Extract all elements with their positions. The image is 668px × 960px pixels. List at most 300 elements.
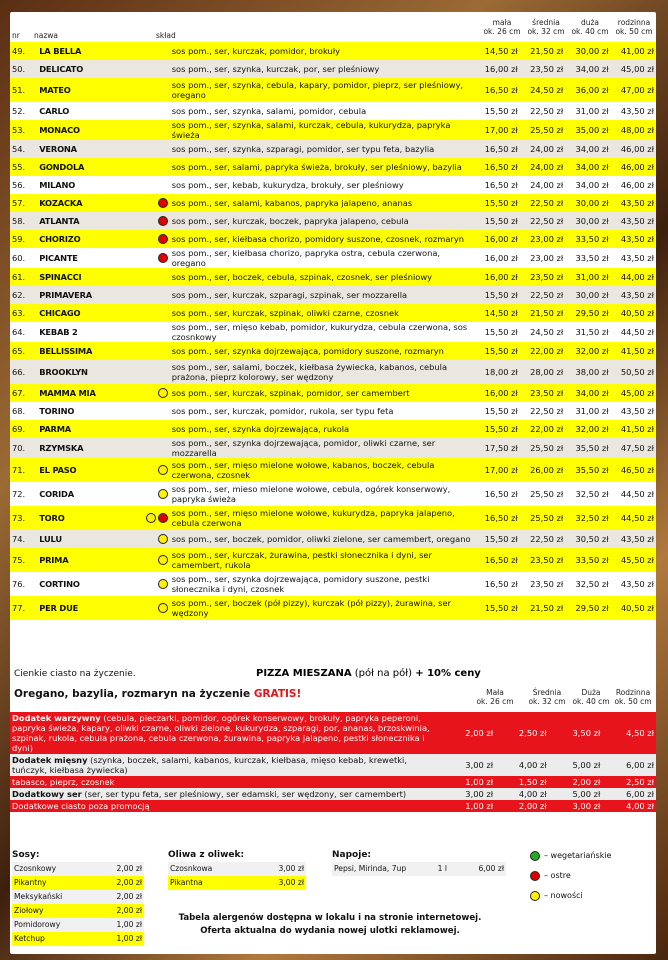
pizza-marks bbox=[127, 482, 170, 506]
sosy-item-field: 2,00 zł bbox=[116, 864, 142, 873]
addon-row bbox=[10, 788, 656, 800]
sosy-item bbox=[12, 876, 144, 890]
addon-description: Dodatek mięsny (szynka, boczek, salami, kabanos, kurczak, kiełbasa, mięso kebab, krewetki, tuńczyk, kiełbasa żywiecka) bbox=[10, 754, 438, 776]
pizza-price: 32,50 zł bbox=[565, 482, 610, 506]
pizza-ingredients: sos pom., ser, szynka, cebula, kapary, pomidor, pieprz, ser pleśniowy, oregano bbox=[170, 78, 475, 102]
pizza-price: 15,50 zł bbox=[475, 102, 520, 120]
pizza-price: 16,50 zł bbox=[475, 158, 520, 176]
napoje-item bbox=[332, 862, 506, 876]
pizza-row bbox=[10, 342, 656, 360]
pizza-number: 66. bbox=[10, 360, 37, 384]
napoje-item-field: Pepsi, Mirinda, 7up bbox=[334, 864, 407, 873]
pizza-marks bbox=[127, 194, 170, 212]
new-icon bbox=[146, 513, 156, 523]
pizza-price: 15,50 zł bbox=[475, 194, 520, 212]
pizza-number: 62. bbox=[10, 286, 37, 304]
pizza-ingredients: sos pom., ser, boczek, pomidor, oliwki zielone, ser camembert, oregano bbox=[170, 530, 475, 548]
pizza-number: 50. bbox=[10, 60, 37, 78]
pizza-marks bbox=[127, 402, 170, 420]
pizza-price: 23,50 zł bbox=[520, 268, 565, 286]
sosy-item bbox=[12, 862, 144, 876]
addon-price: 1,50 zł bbox=[495, 776, 549, 788]
new-icon bbox=[158, 489, 168, 499]
sosy-item-field: Ziołowy bbox=[14, 906, 44, 915]
pizza-marks bbox=[127, 176, 170, 194]
pizza-price: 16,00 zł bbox=[475, 230, 520, 248]
new-icon bbox=[530, 891, 540, 901]
pizza-number: 76. bbox=[10, 572, 37, 596]
pizza-number: 53. bbox=[10, 120, 37, 140]
pizza-ingredients: sos pom., ser, szynka dojrzewająca, rukola bbox=[170, 420, 475, 438]
pizza-price: 41,00 zł bbox=[611, 42, 656, 60]
vegetarian-icon bbox=[530, 851, 540, 861]
header-size-medium: średnia ok. 32 cm bbox=[527, 18, 565, 36]
pizza-price: 43,50 zł bbox=[611, 248, 656, 268]
pizza-name: MAMMA MIA bbox=[37, 384, 127, 402]
pizza-price: 43,50 zł bbox=[611, 402, 656, 420]
pizza-price: 16,00 zł bbox=[475, 248, 520, 268]
header-nazwa: nazwa bbox=[34, 31, 59, 40]
pizza-price: 31,50 zł bbox=[565, 322, 610, 342]
pizza-price: 16,00 zł bbox=[475, 268, 520, 286]
pizza-price: 30,00 zł bbox=[565, 212, 610, 230]
addon-size-medium: Średnia ok. 32 cm bbox=[528, 688, 566, 706]
addon-price: 4,00 zł bbox=[602, 800, 656, 812]
pizza-number: 69. bbox=[10, 420, 37, 438]
pizza-price: 16,50 zł bbox=[475, 506, 520, 530]
sauces-title: Sosy: bbox=[12, 850, 40, 860]
pizza-marks bbox=[127, 304, 170, 322]
pizza-price: 34,00 zł bbox=[565, 60, 610, 78]
pizza-marks bbox=[127, 158, 170, 176]
pizza-name: PRIMAVERA bbox=[37, 286, 127, 304]
pizza-number: 49. bbox=[10, 42, 37, 60]
pizza-price: 46,00 zł bbox=[611, 176, 656, 194]
pizza-number: 54. bbox=[10, 140, 37, 158]
pizza-name: DELICATO bbox=[37, 60, 127, 78]
pizza-ingredients: sos pom., ser, salami, boczek, kiełbasa żywiecka, kabanos, cebula prażona, pieprz kolorowy, ser wędzony bbox=[170, 360, 475, 384]
pizza-row bbox=[10, 176, 656, 194]
pizza-ingredients: sos pom., ser, boczek, cebula, szpinak, czosnek, ser pleśniowy bbox=[170, 268, 475, 286]
oliwa-item bbox=[168, 862, 306, 876]
pizza-price: 17,00 zł bbox=[475, 120, 520, 140]
addon-price: 4,00 zł bbox=[495, 754, 549, 776]
pizza-price: 46,50 zł bbox=[611, 458, 656, 482]
addon-size-small: Mała ok. 26 cm bbox=[476, 688, 514, 706]
pizza-price: 15,50 zł bbox=[475, 212, 520, 230]
pizza-name: MATEO bbox=[37, 78, 127, 102]
pizza-price: 25,50 zł bbox=[520, 506, 565, 530]
pizza-price: 30,00 zł bbox=[565, 286, 610, 304]
pizza-price: 43,50 zł bbox=[611, 530, 656, 548]
pizza-price: 22,50 zł bbox=[520, 402, 565, 420]
pizza-marks bbox=[127, 248, 170, 268]
pizza-price: 29,50 zł bbox=[565, 304, 610, 322]
pizza-ingredients: sos pom., ser, kurczak, boczek, papryka jalapeno, cebula bbox=[170, 212, 475, 230]
addons-table bbox=[10, 712, 656, 812]
legend-label: – ostre bbox=[544, 871, 571, 880]
pizza-name: EL PASO bbox=[37, 458, 127, 482]
pizza-name: GONDOLA bbox=[37, 158, 127, 176]
pizza-price: 44,50 zł bbox=[611, 322, 656, 342]
sosy-item-field: 2,00 zł bbox=[116, 906, 142, 915]
pizza-price: 33,50 zł bbox=[565, 230, 610, 248]
pizza-row bbox=[10, 158, 656, 176]
pizza-price: 43,50 zł bbox=[611, 572, 656, 596]
pizza-price: 50,50 zł bbox=[611, 360, 656, 384]
pizza-price: 16,00 zł bbox=[475, 60, 520, 78]
pizza-price: 44,50 zł bbox=[611, 482, 656, 506]
pizza-name: SPINACCI bbox=[37, 268, 127, 286]
pizza-price: 15,50 zł bbox=[475, 420, 520, 438]
addon-price: 5,00 zł bbox=[549, 754, 603, 776]
new-icon bbox=[158, 388, 168, 398]
addon-size-family: Rodzinna ok. 50 cm bbox=[614, 688, 652, 706]
pizza-price: 28,00 zł bbox=[520, 360, 565, 384]
pizza-price: 23,00 zł bbox=[520, 230, 565, 248]
sosy-item-field: 2,00 zł bbox=[116, 878, 142, 887]
pizza-ingredients: sos pom., ser, szynka dojrzewająca, pomidor, oliwki czarne, ser mozzarella bbox=[170, 438, 475, 458]
pizza-number: 64. bbox=[10, 322, 37, 342]
pizza-ingredients: sos pom., ser, kiełbasa chorizo, papryka ostra, cebula czerwona, oregano bbox=[170, 248, 475, 268]
pizza-marks bbox=[127, 530, 170, 548]
oliwa-item bbox=[168, 876, 306, 890]
pizza-price: 16,50 zł bbox=[475, 176, 520, 194]
pizza-number: 67. bbox=[10, 384, 37, 402]
pizza-price: 31,00 zł bbox=[565, 268, 610, 286]
menu-sheet bbox=[10, 12, 656, 954]
header-nr: nr bbox=[12, 31, 20, 40]
pizza-name: CORIDA bbox=[37, 482, 127, 506]
pizza-number: 72. bbox=[10, 482, 37, 506]
pizza-row bbox=[10, 140, 656, 158]
spicy-icon bbox=[158, 216, 168, 226]
sosy-item-field: Ketchup bbox=[14, 934, 45, 943]
pizza-marks bbox=[127, 596, 170, 620]
pizza-row bbox=[10, 60, 656, 78]
addon-price: 1,00 zł bbox=[442, 776, 496, 788]
pizza-ingredients: sos pom., ser, salami, kabanos, papryka jalapeno, ananas bbox=[170, 194, 475, 212]
legend-label: – nowości bbox=[544, 891, 583, 900]
pizza-price: 36,00 zł bbox=[565, 78, 610, 102]
pizza-number: 70. bbox=[10, 438, 37, 458]
pizza-row bbox=[10, 304, 656, 322]
pizza-price: 22,00 zł bbox=[520, 342, 565, 360]
pizza-name: CORTINO bbox=[37, 572, 127, 596]
pizza-ingredients: sos pom., ser, kiełbasa chorizo, pomidory suszone, czosnek, rozmaryn bbox=[170, 230, 475, 248]
pizza-price: 29,50 zł bbox=[565, 596, 610, 620]
pizza-price: 16,50 zł bbox=[475, 78, 520, 102]
sosy-item bbox=[12, 918, 144, 932]
pizza-number: 68. bbox=[10, 402, 37, 420]
pizza-price: 23,00 zł bbox=[520, 248, 565, 268]
pizza-price: 35,50 zł bbox=[565, 438, 610, 458]
addon-description: Dodatek warzywny (cebula, pieczarki, pomidor, ogórek konserwowy, brokuły, papryka peperoni, papryka świeża, kapary, oliwki czarne, oliwki zielone, kukurydza, szparagi, por, ananas, brzoskwinia, szpinak, rukola, cebula prażona, cebula czerwona, żurawina, papryka jalapeno, pestki słonecznika i dyni) bbox=[10, 712, 438, 754]
pizza-name: BROOKLYN bbox=[37, 360, 127, 384]
pizza-row bbox=[10, 322, 656, 342]
pizza-row bbox=[10, 230, 656, 248]
pizza-name: BELLISSIMA bbox=[37, 342, 127, 360]
oliwa-item-field: Pikantna bbox=[170, 878, 203, 887]
pizza-row bbox=[10, 530, 656, 548]
pizza-marks bbox=[127, 286, 170, 304]
pizza-number: 57. bbox=[10, 194, 37, 212]
pizza-marks bbox=[127, 360, 170, 384]
pizza-marks bbox=[127, 42, 170, 60]
pizza-price: 16,00 zł bbox=[475, 384, 520, 402]
pizza-price: 35,50 zł bbox=[565, 458, 610, 482]
pizza-number: 58. bbox=[10, 212, 37, 230]
pizza-name: TORINO bbox=[37, 402, 127, 420]
addon-description: tabasco, pieprz, czosnek bbox=[10, 776, 438, 788]
pizza-price: 40,50 zł bbox=[611, 304, 656, 322]
pizza-row bbox=[10, 438, 656, 458]
pizza-name: PARMA bbox=[37, 420, 127, 438]
header-size-small: mała ok. 26 cm bbox=[483, 18, 521, 36]
pizza-price: 30,00 zł bbox=[565, 194, 610, 212]
footer bbox=[160, 912, 500, 938]
pizza-price: 21,50 zł bbox=[520, 304, 565, 322]
napoje-item-field: 6,00 zł bbox=[478, 864, 504, 873]
thin-crust-note: Cienkie ciasto na życzenie. bbox=[14, 669, 136, 679]
pizza-name: RZYMSKA bbox=[37, 438, 127, 458]
pizza-price: 32,50 zł bbox=[565, 506, 610, 530]
pizza-name: TORO bbox=[37, 506, 127, 530]
pizza-number: 77. bbox=[10, 596, 37, 620]
olive-oil-title: Oliwa z oliwek: bbox=[168, 850, 245, 860]
addon-price: 3,00 zł bbox=[442, 788, 496, 800]
pizza-row bbox=[10, 548, 656, 572]
pizza-row bbox=[10, 360, 656, 384]
pizza-price: 16,50 zł bbox=[475, 140, 520, 158]
sosy-item-field: 2,00 zł bbox=[116, 892, 142, 901]
header-size-family: rodzinna ok. 50 cm bbox=[615, 18, 653, 36]
pizza-row bbox=[10, 102, 656, 120]
addon-description: Dodatkowy ser (ser, ser typu feta, ser pleśniowy, ser edamski, ser wędzony, ser camembert) bbox=[10, 788, 438, 800]
pizza-ingredients: sos pom., ser, boczek (pół pizzy), kurczak (pół pizzy), żurawina, ser wędzony bbox=[170, 596, 475, 620]
pizza-price: 16,50 zł bbox=[475, 482, 520, 506]
pizza-price: 22,50 zł bbox=[520, 102, 565, 120]
pizza-marks bbox=[127, 458, 170, 482]
pizza-number: 61. bbox=[10, 268, 37, 286]
pizza-price: 40,50 zł bbox=[611, 596, 656, 620]
olive-oil-box bbox=[168, 850, 306, 890]
pizza-name: MILANO bbox=[37, 176, 127, 194]
pizza-price: 25,50 zł bbox=[520, 482, 565, 506]
pizza-ingredients: sos pom., ser, szynka, salami, pomidor, cebula bbox=[170, 102, 475, 120]
addon-row bbox=[10, 754, 656, 776]
pizza-marks bbox=[127, 60, 170, 78]
header-size-large: duża ok. 40 cm bbox=[571, 18, 609, 36]
pizza-price: 22,50 zł bbox=[520, 530, 565, 548]
pizza-row bbox=[10, 458, 656, 482]
pizza-row bbox=[10, 420, 656, 438]
pizza-row bbox=[10, 286, 656, 304]
oliwa-item-field: 3,00 zł bbox=[278, 878, 304, 887]
notes-row bbox=[10, 666, 656, 684]
pizza-number: 52. bbox=[10, 102, 37, 120]
pizza-price: 43,50 zł bbox=[611, 102, 656, 120]
pizza-price: 23,50 zł bbox=[520, 60, 565, 78]
pizza-marks bbox=[127, 230, 170, 248]
pizza-price: 15,50 zł bbox=[475, 322, 520, 342]
drinks-box bbox=[332, 850, 506, 876]
spicy-icon bbox=[530, 871, 540, 881]
pizza-row bbox=[10, 572, 656, 596]
pizza-row bbox=[10, 194, 656, 212]
pizza-price: 22,50 zł bbox=[520, 212, 565, 230]
spicy-icon bbox=[158, 234, 168, 244]
oliwa-item-field: 3,00 zł bbox=[278, 864, 304, 873]
pizza-price: 24,00 zł bbox=[520, 176, 565, 194]
pizza-row bbox=[10, 42, 656, 60]
pizza-price: 32,00 zł bbox=[565, 420, 610, 438]
pizza-price: 22,50 zł bbox=[520, 194, 565, 212]
pizza-name: CHORIZO bbox=[37, 230, 127, 248]
new-icon bbox=[158, 534, 168, 544]
pizza-price: 24,00 zł bbox=[520, 140, 565, 158]
pizza-price: 45,50 zł bbox=[611, 548, 656, 572]
sosy-item-field: Pikantny bbox=[14, 878, 47, 887]
pizza-ingredients: sos pom., ser, salami, papryka świeża, brokuły, ser pleśniowy, bazylia bbox=[170, 158, 475, 176]
spicy-icon bbox=[158, 253, 168, 263]
legend-item bbox=[528, 866, 611, 886]
sosy-item-field: Czosnkowy bbox=[14, 864, 57, 873]
pizza-price: 26,00 zł bbox=[520, 458, 565, 482]
pizza-name: CHICAGO bbox=[37, 304, 127, 322]
addon-price: 2,00 zł bbox=[442, 712, 496, 754]
pizza-price: 24,50 zł bbox=[520, 322, 565, 342]
pizza-row bbox=[10, 596, 656, 620]
pizza-price: 34,00 zł bbox=[565, 176, 610, 194]
footer-allergens: Tabela alergenów dostępna w lokalu i na stronie internetowej. bbox=[178, 913, 482, 923]
pizza-marks bbox=[127, 120, 170, 140]
pizza-price: 18,00 zł bbox=[475, 360, 520, 384]
pizza-price: 16,50 zł bbox=[475, 572, 520, 596]
pizza-ingredients: sos pom., ser, kurczak, szpinak, oliwki czarne, czosnek bbox=[170, 304, 475, 322]
mixed-pizza-note: PIZZA MIESZANA (pół na pół) + 10% ceny bbox=[256, 668, 481, 679]
sosy-item-field: 1,00 zł bbox=[116, 920, 142, 929]
addon-row bbox=[10, 712, 656, 754]
pizza-number: 75. bbox=[10, 548, 37, 572]
pizza-price: 30,00 zł bbox=[565, 42, 610, 60]
pizza-marks bbox=[127, 572, 170, 596]
pizza-price: 31,00 zł bbox=[565, 402, 610, 420]
sosy-item bbox=[12, 890, 144, 904]
pizza-marks bbox=[127, 384, 170, 402]
pizza-marks bbox=[127, 268, 170, 286]
pizza-ingredients: sos pom., ser, szynka, kurczak, por, ser pleśniowy bbox=[170, 60, 475, 78]
herbs-note: Oregano, bazylia, rozmaryn na życzenie GRATIS! bbox=[14, 688, 302, 700]
pizza-marks bbox=[127, 342, 170, 360]
pizza-price: 15,50 zł bbox=[475, 342, 520, 360]
pizza-marks bbox=[127, 438, 170, 458]
addon-description: Dodatkowe ciasto poza promocją bbox=[10, 800, 438, 812]
pizza-name: KOZACKA bbox=[37, 194, 127, 212]
new-icon bbox=[158, 603, 168, 613]
addon-price: 2,00 zł bbox=[549, 776, 603, 788]
pizza-price: 47,00 zł bbox=[611, 78, 656, 102]
addon-row bbox=[10, 800, 656, 812]
pizza-ingredients: sos pom., ser, szynka dojrzewająca, pomidory suszone, rozmaryn bbox=[170, 342, 475, 360]
pizza-price: 33,50 zł bbox=[565, 548, 610, 572]
pizza-price: 15,50 zł bbox=[475, 530, 520, 548]
spicy-icon bbox=[158, 513, 168, 523]
pizza-name: LA BELLA bbox=[37, 42, 127, 60]
pizza-price: 17,50 zł bbox=[475, 438, 520, 458]
pizza-number: 51. bbox=[10, 78, 37, 102]
oliwa-item-field: Czosnkowa bbox=[170, 864, 213, 873]
pizza-name: KEBAB 2 bbox=[37, 322, 127, 342]
new-icon bbox=[158, 555, 168, 565]
pizza-price: 25,50 zł bbox=[520, 438, 565, 458]
pizza-number: 55. bbox=[10, 158, 37, 176]
pizza-ingredients: sos pom., ser, szynka dojrzewająca, pomidory suszone, pestki słonecznika i dyni, czosnek bbox=[170, 572, 475, 596]
pizza-row bbox=[10, 78, 656, 102]
pizza-number: 60. bbox=[10, 248, 37, 268]
pizza-row bbox=[10, 212, 656, 230]
napoje-item-field: 1 l bbox=[437, 864, 448, 873]
pizza-row bbox=[10, 482, 656, 506]
pizza-price: 38,00 zł bbox=[565, 360, 610, 384]
pizza-number: 65. bbox=[10, 342, 37, 360]
addon-price: 3,00 zł bbox=[442, 754, 496, 776]
pizza-marks bbox=[127, 322, 170, 342]
pizza-price: 46,00 zł bbox=[611, 140, 656, 158]
pizza-price: 45,00 zł bbox=[611, 384, 656, 402]
pizza-number: 59. bbox=[10, 230, 37, 248]
pizza-price: 21,50 zł bbox=[520, 596, 565, 620]
pizza-ingredients: sos pom., ser, mięso kebab, pomidor, kukurydza, cebula czerwona, sos czosnkowy bbox=[170, 322, 475, 342]
pizza-price: 22,00 zł bbox=[520, 420, 565, 438]
pizza-ingredients: sos pom., ser, mięso mielone wołowe, kukurydza, papryka jalapeno, cebula czerwona bbox=[170, 506, 475, 530]
pizza-ingredients: sos pom., ser, szynka, salami, kurczak, cebula, kukurydza, papryka świeża bbox=[170, 120, 475, 140]
pizza-ingredients: sos pom., ser, kebab, kukurydza, brokuły, ser pleśniowy bbox=[170, 176, 475, 194]
pizza-row bbox=[10, 248, 656, 268]
pizza-ingredients: sos pom., ser, kurczak, pomidor, rukola, ser typu feta bbox=[170, 402, 475, 420]
legend-item bbox=[528, 846, 611, 866]
pizza-price: 34,00 zł bbox=[565, 384, 610, 402]
pizza-name: PER DUE bbox=[37, 596, 127, 620]
pizza-price: 31,00 zł bbox=[565, 102, 610, 120]
pizza-price: 17,00 zł bbox=[475, 458, 520, 482]
pizza-price: 15,50 zł bbox=[475, 286, 520, 304]
pizza-name: PICANTE bbox=[37, 248, 127, 268]
pizza-price: 32,50 zł bbox=[565, 572, 610, 596]
pizza-marks bbox=[127, 78, 170, 102]
pizza-ingredients: sos pom., ser, kurczak, żurawina, pestki słonecznika i dyni, ser camembert, rukola bbox=[170, 548, 475, 572]
addon-row bbox=[10, 776, 656, 788]
pizza-price: 23,50 zł bbox=[520, 384, 565, 402]
pizza-name: VERONA bbox=[37, 140, 127, 158]
header-sklad: skład bbox=[156, 31, 176, 40]
addon-price: 6,00 zł bbox=[602, 754, 656, 776]
pizza-marks bbox=[127, 420, 170, 438]
sosy-item-field: Pomidorowy bbox=[14, 920, 61, 929]
addon-size-large: Duża ok. 40 cm bbox=[572, 688, 610, 706]
pizza-price: 21,50 zł bbox=[520, 42, 565, 60]
pizza-price: 23,50 zł bbox=[520, 548, 565, 572]
pizza-name: LULU bbox=[37, 530, 127, 548]
pizza-price: 23,50 zł bbox=[520, 572, 565, 596]
legend-label: – wegetariańskie bbox=[544, 851, 612, 860]
addon-price: 1,00 zł bbox=[442, 800, 496, 812]
menu-header bbox=[10, 12, 656, 42]
pizza-price: 45,00 zł bbox=[611, 60, 656, 78]
pizza-price: 35,00 zł bbox=[565, 120, 610, 140]
pizza-price: 24,50 zł bbox=[520, 78, 565, 102]
pizza-price: 33,50 zł bbox=[565, 248, 610, 268]
